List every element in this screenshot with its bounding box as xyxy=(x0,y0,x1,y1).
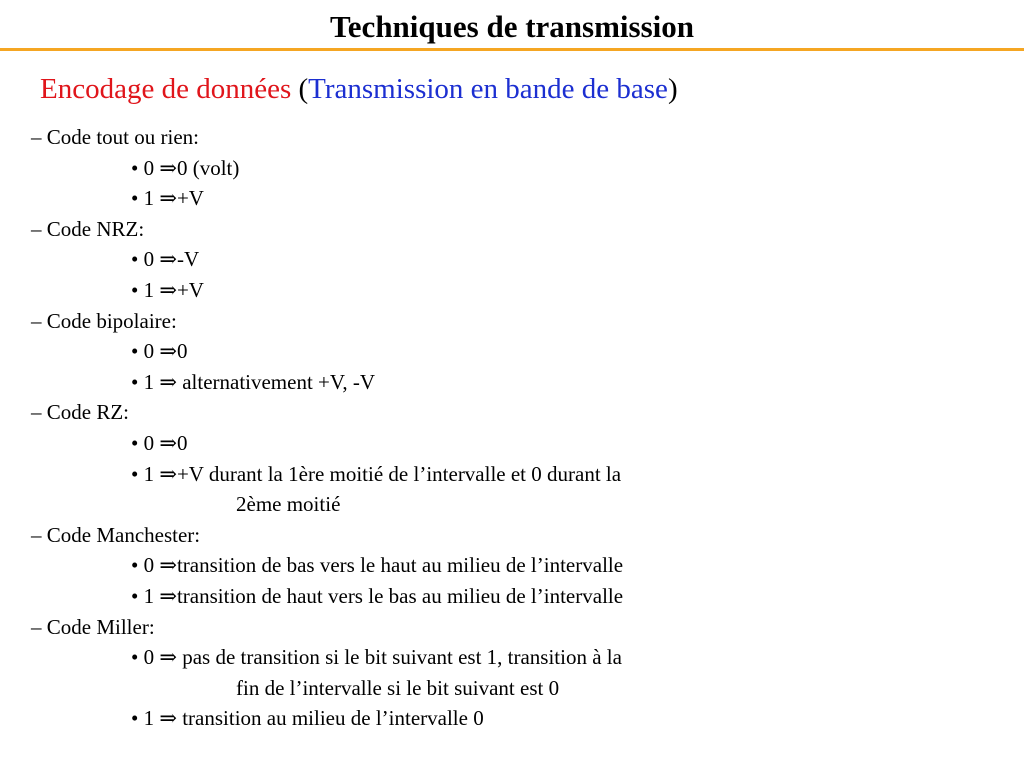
slide-title: Techniques de transmission xyxy=(329,9,695,44)
bullet-item: • 0 ⇒0 (volt) xyxy=(131,155,240,180)
code-heading-manchester: – Code Manchester: xyxy=(31,522,201,547)
section-heading-accent: Transmission en bande de base xyxy=(308,73,668,105)
code-heading-rz: – Code RZ: xyxy=(31,400,129,425)
section-heading xyxy=(40,71,678,107)
bullet-continuation: fin de l’intervalle si le bit suivant est 0 xyxy=(236,675,560,700)
code-heading-nrz: – Code NRZ: xyxy=(31,216,145,241)
code-heading-tout-ou-rien: – Code tout ou rien: xyxy=(31,125,199,149)
bullet-item: • 0 ⇒-V xyxy=(131,247,200,272)
bullet-item: • 1 ⇒transition de haut vers le bas au milieu de l’intervalle xyxy=(131,583,624,608)
bullet-item: • 0 ⇒0 xyxy=(131,339,188,364)
bullet-item: • 1 ⇒+V xyxy=(131,186,204,211)
slide-body xyxy=(31,122,991,734)
bullet-item: • 1 ⇒+V xyxy=(131,277,204,302)
bullet-item: • 1 ⇒ alternativement +V, -V xyxy=(131,369,376,394)
bullet-continuation: 2ème moitié xyxy=(236,492,341,517)
title-divider xyxy=(0,48,1024,51)
code-heading-miller: – Code Miller: xyxy=(31,614,155,639)
bullet-item: • 0 ⇒ pas de transition si le bit suivant est 1, transition à la xyxy=(131,645,622,670)
bullet-item: • 1 ⇒+V durant la 1ère moitié de l’intervalle et 0 durant la xyxy=(131,461,622,486)
bullet-item: • 0 ⇒0 xyxy=(131,430,188,455)
section-heading-open-paren: ( xyxy=(291,73,309,105)
bullet-item: • 0 ⇒transition de bas vers le haut au milieu de l’intervalle xyxy=(131,553,624,578)
section-heading-main: Encodage de données xyxy=(40,73,292,105)
section-heading-close-paren: ) xyxy=(667,73,678,105)
code-heading-bipolaire: – Code bipolaire: xyxy=(31,308,177,333)
bullet-item: • 1 ⇒ transition au milieu de l’intervalle 0 xyxy=(131,706,484,731)
